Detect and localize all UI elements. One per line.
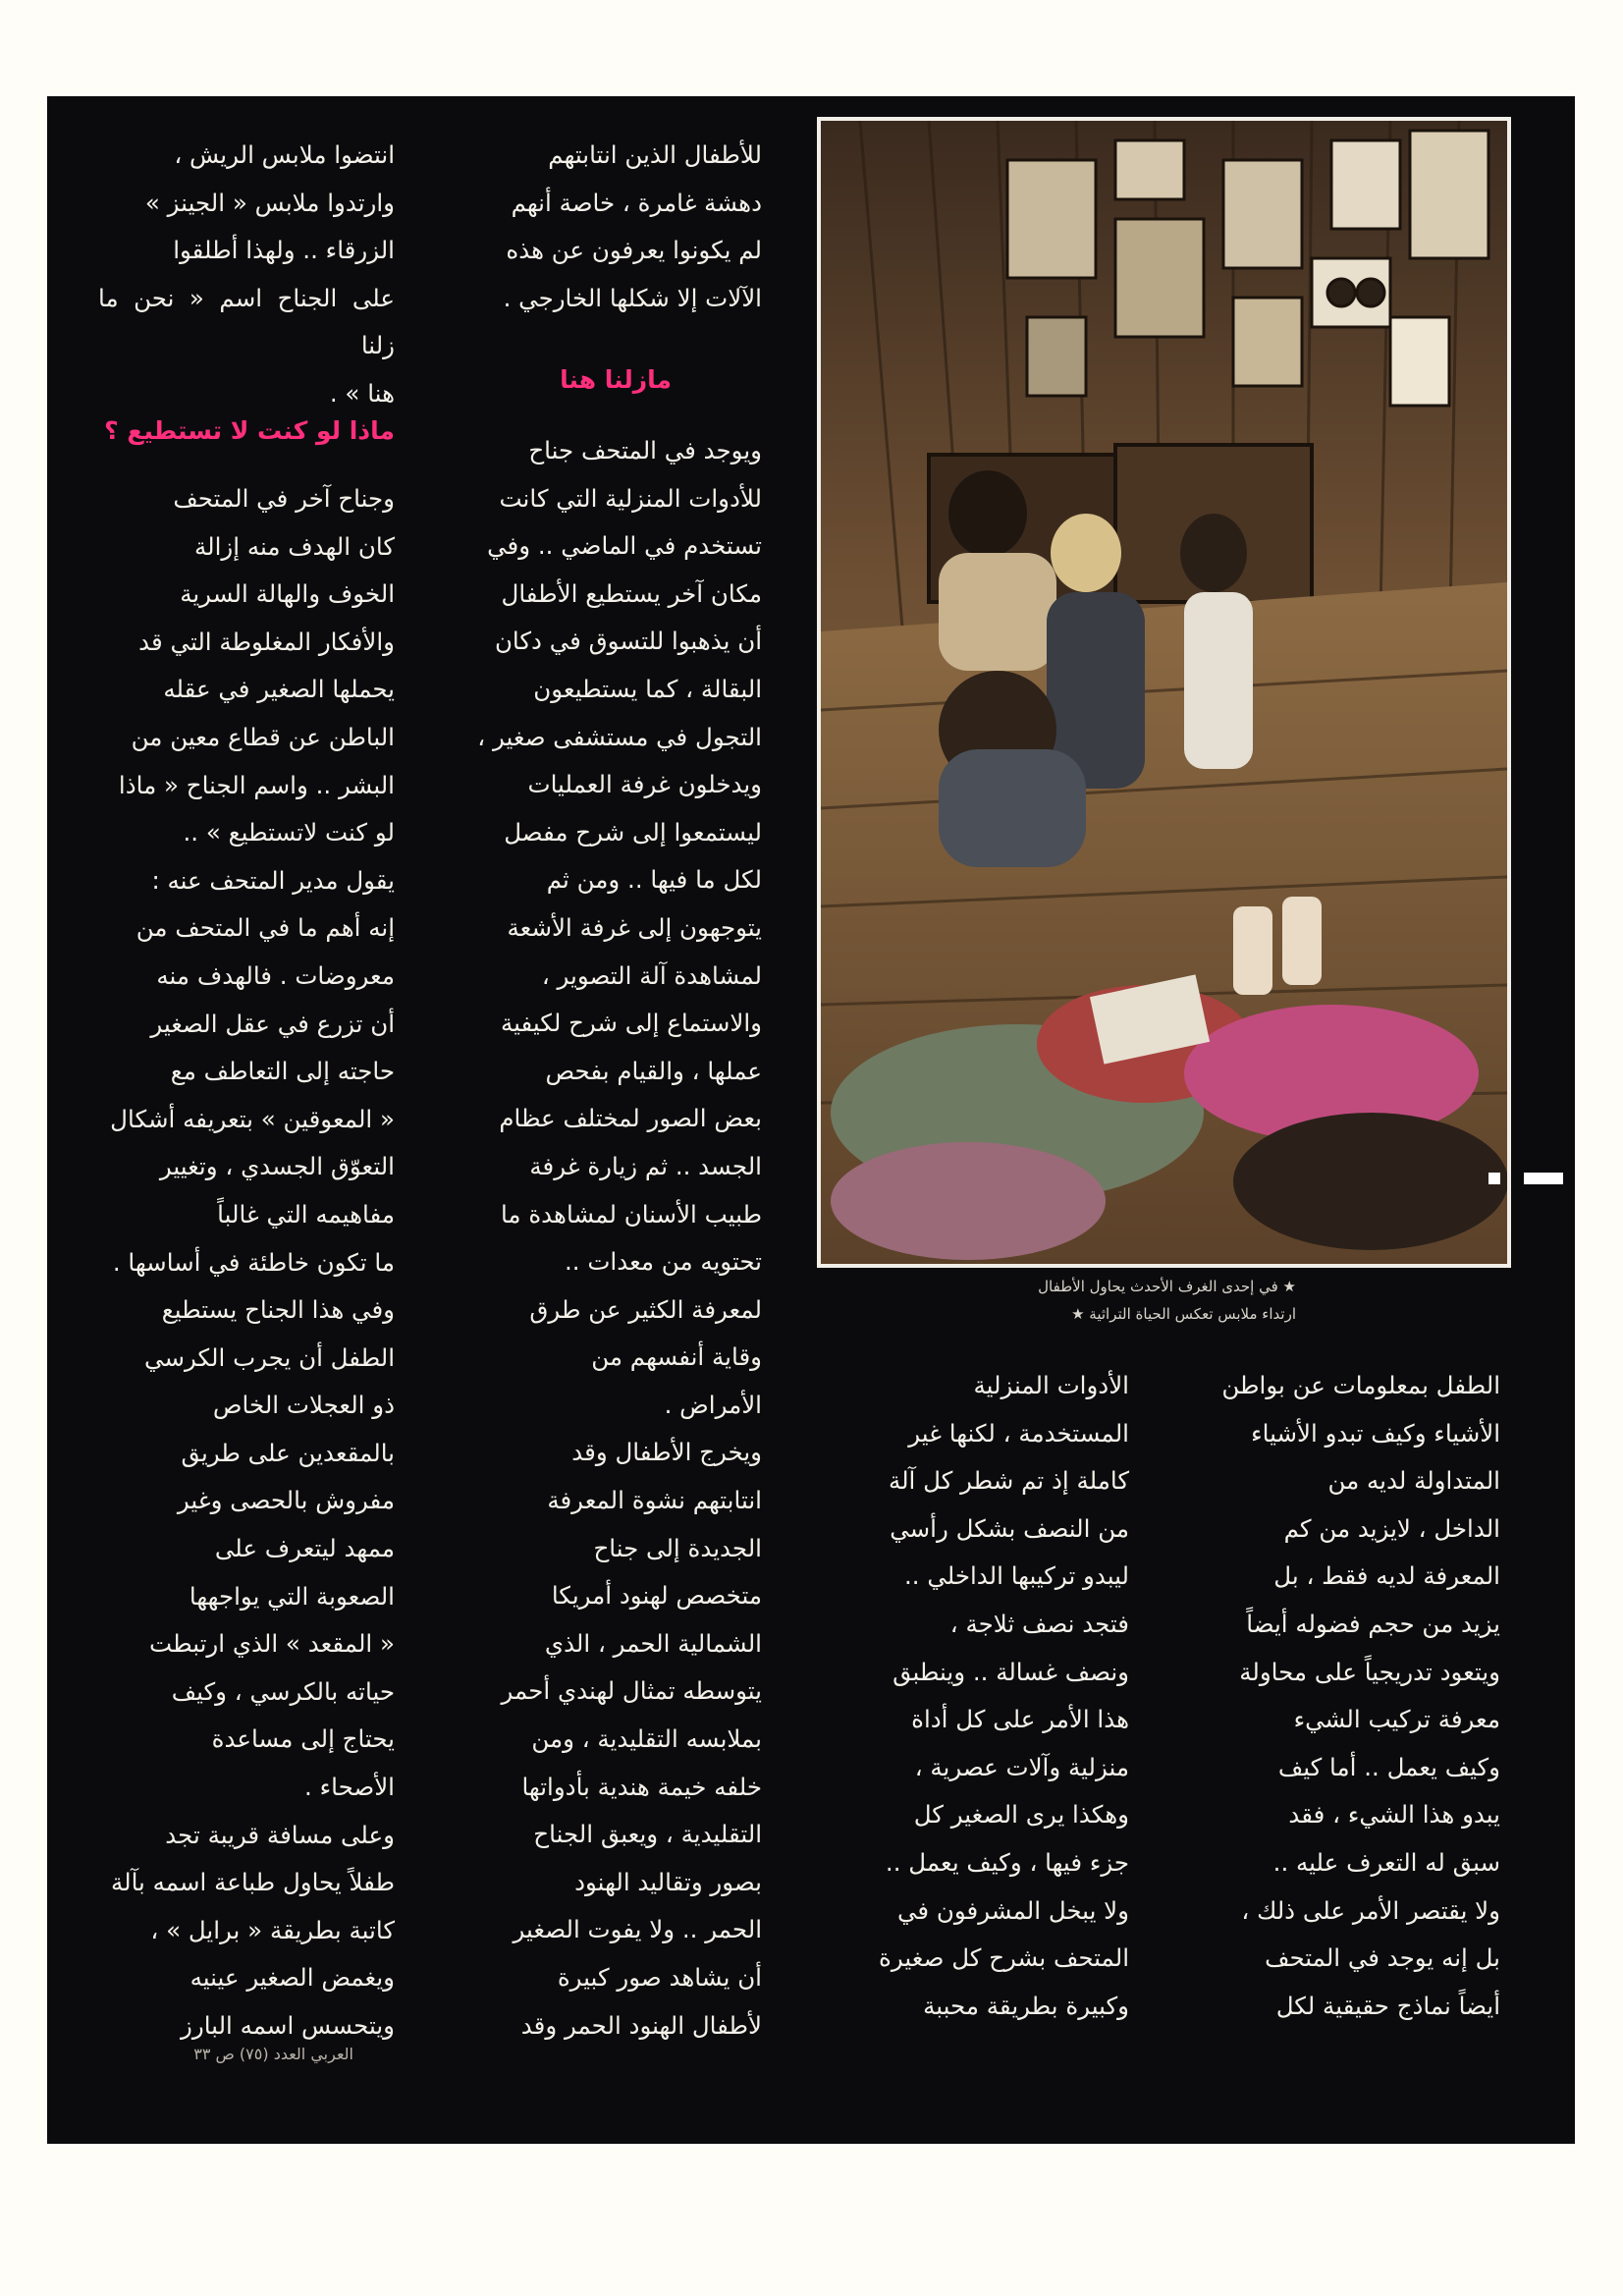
column-3-body: الأدوات المنزلية المستخدمة ، لكنها غير كاملة إذ تم شطر كل آلة من النصف بشكل رأسي ليبدو تركيبها الداخلي .. فتجد نصف ثلاجة ، ونصف غسالة .. وينطبق هذا الأمر على كل أداة منزلية وآلات عصرية ، وهكذا يرى الصغير كل جزء فيها ، وكيف يعمل .. ولا يبخل المشرفون في المتحف بشرح كل صغيرة وكبيرة بطريقة محببة [879, 1371, 1129, 2020]
page-footer: العربي العدد (٧٥) ص ٣٣ [193, 2045, 353, 2063]
heading-still-here: مازلنا هنا [560, 365, 672, 394]
column-2-intro: للأطفال الذين انتابتهم دهشة غامرة ، خاصة أنهم لم يكونوا يعرفون عن هذه الآلات إلا شكلها الخارجي . [503, 140, 762, 312]
photo-illustration [821, 121, 1507, 1264]
column-2-body: ويوجد في المتحف جناح للأدوات المنزلية التي كانت تستخدم في الماضي .. وفي مكان آخر يستطيع الأطفال أن يذهبوا للتسوق في دكان البقالة ، كما يستطيعون التجول في مستشفى صغير ، ويدخلون غرفة العمليات ليستمعوا إلى شرح مفصل لكل ما فيها .. ومن ثم يتوجهون إلى غرفة الأشعة لمشاهدة آلة التصوير ، والاستماع إلى شرح لكيفية عملها ، والقيام بفحص بعض الصور لمختلف عظام الجسد .. ثم زيارة غرفة طبيب الأسنان لمشاهدة ما تحتويه من معدات .. لمعرفة الكثير عن طرق وقاية أنفسهم من الأمراض . ويخرج الأطفال وقد انتابتهم نشوة المعرفة الجديدة إلى جناح متخصص لهنود أمريكا الشمالية الحمر ، الذي يتوسطه تمثال لهندي أحمر بملابسه التقليدية ، ومن خلفه خيمة هندية بأدواتها التقليدية ، ويعبق الجناح بصور وتقاليد الهنود الحمر .. ولا يفوت الصغير أن يشاهد صور كبيرة لأطفال الهنود الحمر وقد [477, 436, 762, 2040]
scan-artifact [1488, 1173, 1500, 1184]
photo-children-playroom [817, 117, 1511, 1268]
photo-caption [982, 1273, 1296, 1328]
column-1-intro: انتضوا ملابس الريش ، وارتدوا ملابس « الجينز » الزرقاء .. ولهذا أطلقوا على الجناح اسم « نحن ما زلنا هنا » . [98, 140, 395, 408]
scan-artifact [1524, 1173, 1563, 1184]
caption-line-2: ارتداء ملابس تعكس الحياة التراثية ★ [1071, 1305, 1296, 1323]
column-4-body: الطفل بمعلومات عن بواطن الأشياء وكيف تبدو الأشياء المتداولة لديه من الداخل ، لايزيد من كم المعرفة لديه فقط ، بل يزيد من حجم فضوله أيضاً ويتعود تدريجياً على محاولة معرفة تركيب الشيء وكيف يعمل .. أما كيف يبدو هذا الشيء ، فقد سبق له التعرف عليه .. ولا يقتصر الأمر على ذلك ، بل إنه يوجد في المتحف أيضاً نماذج حقيقية لكل [1221, 1371, 1500, 2020]
heading-what-if-you-cant: ماذا لو كنت لا تستطيع ؟ [104, 416, 395, 445]
column-1-body: وجناح آخر في المتحف كان الهدف منه إزالة الخوف والهالة السرية والأفكار المغلوطة التي قد يحملها الصغير في عقله الباطن عن قطاع معين من البشر .. واسم الجناح « ماذا لو كنت لاتستطيع » .. يقول مدير المتحف عنه : إنه أهم ما في المتحف من معروضات . فالهدف منه أن تزرع في عقل الصغير حاجته إلى التعاطف مع « المعوقين » بتعريفه أشكال التعوّق الجسدي ، وتغيير مفاهيمه التي غالباً ما تكون خاطئة في أساسها . وفي هذا الجناح يستطيع الطفل أن يجرب الكرسي ذو العجلات الخاص بالمقعدين على طريق مفروش بالحصى وغير ممهد ليتعرف على الصعوبة التي يواجهها « المقعد » الذي ارتبطت حياته بالكرسي ، وكيف يحتاج إلى مساعدة الأصحاء . وعلى مسافة قريبة تجد طفلاً يحاول طباعة اسمه بآلة كاتبة بطريقة « برايل » ، ويغمض الصغير عينيه ويتحسس اسمه البارز [110, 484, 395, 2040]
caption-line-1: ★ في إحدى الغرف الأحدث يحاول الأطفال [1038, 1278, 1296, 1295]
